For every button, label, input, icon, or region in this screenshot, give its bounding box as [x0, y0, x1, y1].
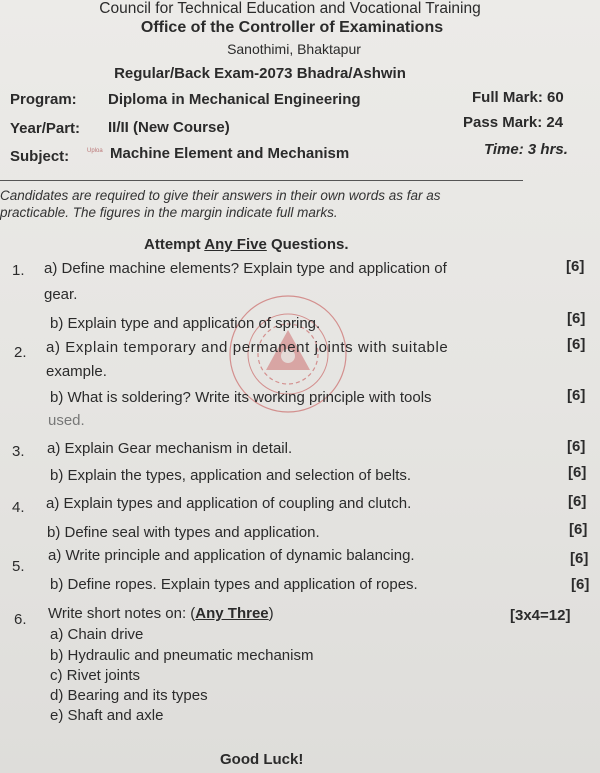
marks: [6] [566, 258, 585, 275]
question-number: 6. [14, 611, 27, 628]
marks: [6] [571, 576, 590, 593]
attempt-line: Attempt Any Five Questions. [144, 236, 349, 253]
question-text: b) Define seal with types and application. [47, 524, 320, 541]
good-luck: Good Luck! [220, 751, 304, 768]
upload-tag: Uploa [87, 148, 103, 154]
question-text: a) Write principle and application of dynamic balancing. [48, 547, 415, 564]
question-text: a) Explain types and application of coupling and clutch. [46, 495, 412, 512]
marks: [6] [568, 493, 587, 510]
question-number: 5. [12, 558, 25, 575]
marks: [6] [567, 336, 586, 353]
year-label: Year/Part: [10, 120, 81, 137]
question-text: example. [46, 363, 107, 380]
place-line: Sanothimi, Bhaktapur [227, 41, 361, 57]
question-text: a) Explain temporary and permanent joints with suitable [46, 339, 449, 356]
question-text: b) Explain type and application of spring. [50, 315, 321, 332]
question-number: 2. [14, 344, 27, 361]
marks: [6] [570, 550, 589, 567]
question-text: b) What is soldering? Write its working principle with tools [50, 389, 432, 406]
time: Time: 3 hrs. [484, 141, 568, 158]
instruction-line-1: Candidates are required to give their answers in their own words as far as [0, 188, 441, 203]
instruction-line-2: practicable. The figures in the margin indicate full marks. [0, 205, 338, 220]
subject-label: Subject: [10, 148, 70, 165]
full-mark: Full Mark: 60 [472, 89, 564, 106]
council-title: Council for Technical Education and Vocational Training [99, 0, 481, 17]
attempt-emphasis: Any Five [204, 236, 267, 253]
marks: [6] [569, 521, 588, 538]
short-note-item: d) Bearing and its types [50, 687, 208, 704]
question-text: a) Define machine elements? Explain type and application of [44, 260, 447, 277]
short-notes-emphasis: Any Three [195, 605, 269, 622]
question-text: b) Define ropes. Explain types and application of ropes. [50, 576, 418, 593]
question-text: used. [48, 412, 85, 429]
marks: [6] [568, 464, 587, 481]
exam-title: Regular/Back Exam-2073 Bhadra/Ashwin [114, 65, 406, 82]
question-text: a) Explain Gear mechanism in detail. [47, 440, 293, 457]
short-note-item: a) Chain drive [50, 626, 144, 643]
short-note-item: c) Rivet joints [50, 667, 141, 684]
question-text: gear. [44, 286, 78, 303]
question-number: 1. [12, 262, 25, 279]
question-number: 3. [12, 443, 25, 460]
marks: [6] [567, 387, 586, 404]
marks: [6] [567, 438, 586, 455]
question-text: Write short notes on: (Any Three) [48, 605, 274, 622]
marks: [3x4=12] [510, 607, 571, 624]
question-number: 4. [12, 499, 25, 516]
question-text: b) Explain the types, application and selection of belts. [50, 467, 412, 484]
short-note-item: e) Shaft and axle [50, 707, 164, 724]
marks: [6] [567, 310, 586, 327]
divider [0, 180, 523, 181]
program-label: Program: [10, 91, 77, 108]
pass-mark: Pass Mark: 24 [463, 114, 564, 131]
program-value: Diploma in Mechanical Engineering [108, 91, 361, 108]
subject-value: Machine Element and Mechanism [110, 145, 350, 162]
short-note-item: b) Hydraulic and pneumatic mechanism [50, 647, 314, 664]
year-value: II/II (New Course) [108, 119, 230, 136]
office-title: Office of the Controller of Examinations [140, 19, 444, 36]
